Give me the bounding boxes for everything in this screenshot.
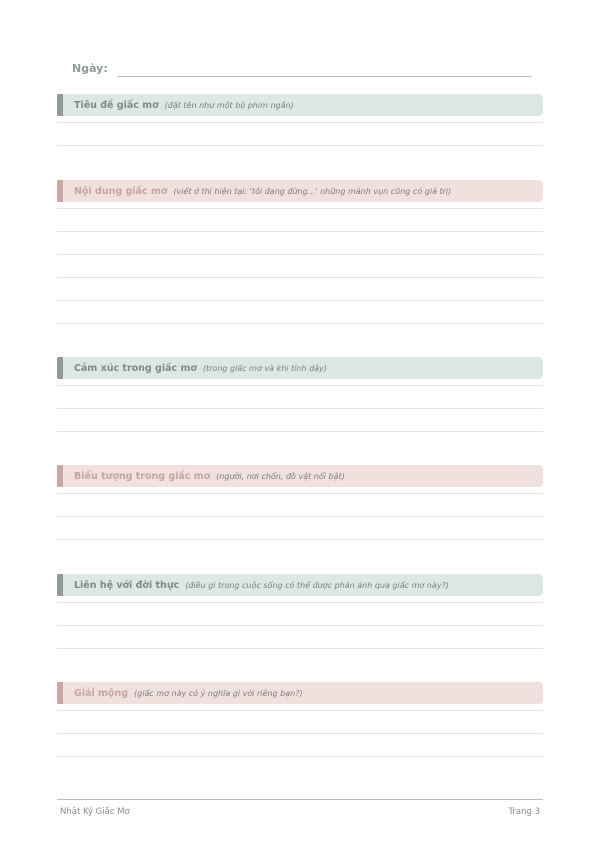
writing-line[interactable] (57, 625, 543, 626)
writing-line[interactable] (57, 145, 543, 146)
writing-line[interactable] (57, 300, 543, 301)
section-title: Nội dung giấc mơ (74, 185, 168, 197)
footer-divider (57, 799, 543, 800)
section-header (57, 357, 543, 379)
writing-line[interactable] (57, 710, 543, 711)
accent-bar (57, 682, 63, 704)
writing-line[interactable] (57, 208, 543, 209)
writing-line[interactable] (57, 602, 543, 603)
accent-bar (57, 574, 63, 596)
writing-line[interactable] (57, 431, 543, 432)
writing-line[interactable] (57, 516, 543, 517)
section-header (57, 574, 543, 596)
writing-line[interactable] (57, 122, 543, 123)
footer-journal-title: Nhật Ký Giấc Mơ (60, 807, 130, 817)
writing-line[interactable] (57, 254, 543, 255)
section-hint: (đặt tên như một bộ phim ngắn) (164, 100, 294, 110)
section-dream-symbols (57, 465, 543, 540)
section-title: Cảm xúc trong giấc mơ (74, 362, 197, 374)
section-hint: (điều gì trong cuộc sống có thể được phản ánh qua giấc mơ này?) (185, 580, 449, 590)
section-dream-emotions (57, 357, 543, 432)
footer-page-number: Trang 3 (508, 807, 540, 817)
section-title: Tiêu đề giấc mơ (74, 99, 159, 111)
section-header (57, 180, 543, 202)
writing-line[interactable] (57, 493, 543, 494)
date-label: Ngày: (72, 62, 108, 75)
writing-line[interactable] (57, 408, 543, 409)
section-hint: (viết ở thì hiện tại: 'tôi đang đứng...' những mảnh vụn cũng có giá trị) (173, 186, 452, 196)
writing-line[interactable] (57, 648, 543, 649)
section-title: Giải mộng (74, 687, 129, 699)
section-title: Biểu tượng trong giấc mơ (74, 470, 211, 482)
section-dream-interpretation (57, 682, 543, 757)
section-dream-content (57, 180, 543, 324)
section-hint: (người, nơi chốn, đồ vật nổi bật) (216, 471, 345, 481)
writing-line[interactable] (57, 733, 543, 734)
writing-line[interactable] (57, 539, 543, 540)
writing-line[interactable] (57, 756, 543, 757)
date-input-line[interactable] (118, 76, 532, 77)
writing-line[interactable] (57, 323, 543, 324)
accent-bar (57, 180, 63, 202)
section-header (57, 94, 543, 116)
writing-line[interactable] (57, 231, 543, 232)
section-dream-title (57, 94, 543, 146)
accent-bar (57, 465, 63, 487)
accent-bar (57, 357, 63, 379)
section-header (57, 682, 543, 704)
section-hint: (trong giấc mơ và khi tỉnh dậy) (202, 363, 327, 373)
section-hint: (giấc mơ này có ý nghĩa gì với riêng bạn?) (134, 688, 303, 698)
writing-line[interactable] (57, 385, 543, 386)
writing-line[interactable] (57, 277, 543, 278)
date-row (72, 62, 532, 80)
section-title: Liên hệ với đời thực (74, 579, 180, 591)
section-real-life-connection (57, 574, 543, 649)
section-header (57, 465, 543, 487)
accent-bar (57, 94, 63, 116)
